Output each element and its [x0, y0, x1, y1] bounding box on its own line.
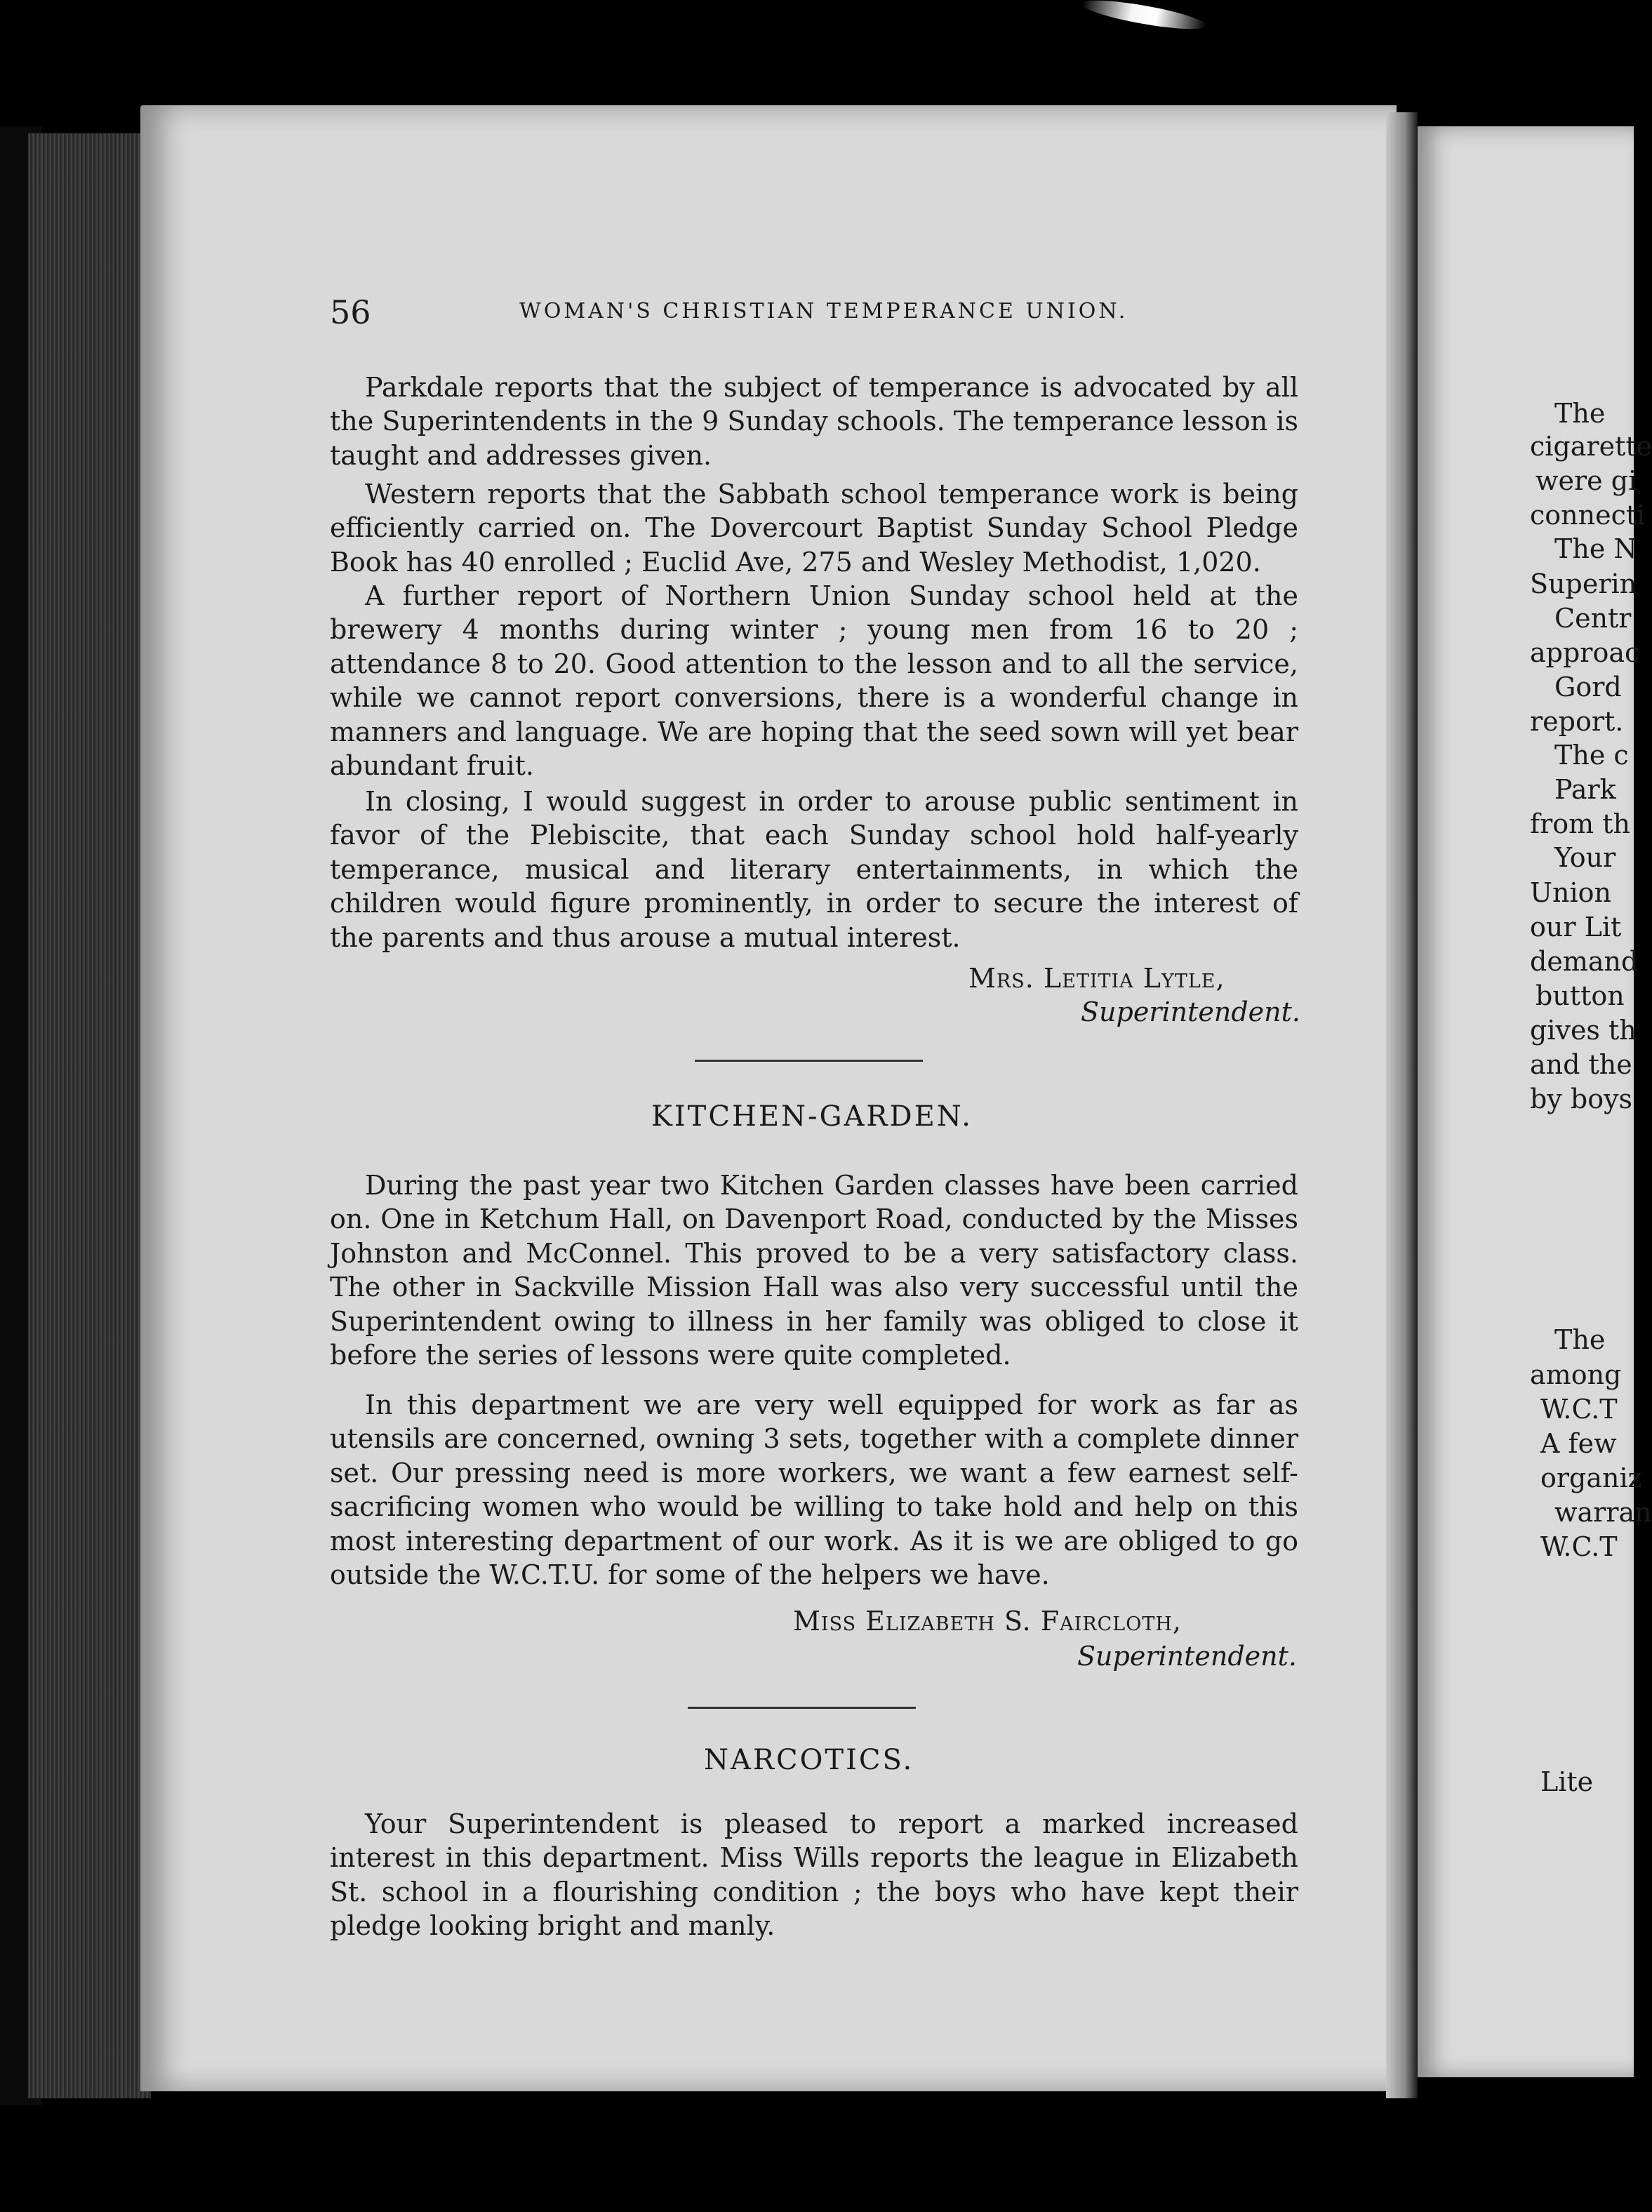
facing-text: by boys — [1530, 1084, 1633, 1114]
page-number: 56 — [330, 293, 371, 331]
section-divider — [695, 1060, 923, 1062]
section-divider — [688, 1707, 916, 1709]
facing-text: Park — [1554, 774, 1616, 805]
facing-text: among — [1530, 1359, 1622, 1390]
facing-text: and the — [1530, 1049, 1632, 1080]
facing-text: The c — [1554, 740, 1629, 771]
facing-text: The N — [1554, 533, 1637, 564]
facing-text: cigarette — [1530, 431, 1652, 462]
signature-title: Superintendent. — [1081, 997, 1300, 1027]
page-edges — [28, 133, 151, 2098]
facing-text: Gord — [1554, 672, 1622, 702]
facing-text: were gi — [1536, 465, 1637, 496]
paragraph: Western reports that the Sabbath school temperance work is being efficiently carried on. The Dovercourt Baptist Sunday School Pledge Book has 40 enrolled ; Euclid Ave, 275 and Wesley Methodist, 1,020. — [330, 479, 1298, 578]
facing-text: A few — [1540, 1428, 1617, 1459]
facing-text: The — [1554, 398, 1606, 429]
book-gutter — [1386, 112, 1418, 2098]
paragraph: In closing, I would suggest in order to arouse public sentiment in favor of the Plebiscite, that each Sunday school hold half-yearly temperance, musical and literary entertainments, in which the children would figure prominently, in order to secure the interest of the parents and thus arouse a mutual interest. — [330, 786, 1298, 953]
facing-text: from th — [1530, 808, 1630, 839]
paragraph: Your Superintendent is pleased to report a marked increased interest in this department. Miss Wills reports the league in Elizabeth St. school in a flourishing condition ; the boys who have kept their pledge looking bright and manly. — [330, 1808, 1298, 1942]
facing-text: Superin — [1530, 568, 1637, 599]
facing-text: Lite — [1540, 1766, 1594, 1797]
facing-text: gives th — [1530, 1015, 1637, 1046]
paragraph: A further report of Northern Union Sunday school held at the brewery 4 months during winter ; young men from 16 to 20 ; attendance 8 to 20. Good attention to the lesson and to all the service, while we cannot report conversions, there is a wonderful change in manners and language. We are hoping that the seed sown will yet bear abundant fruit. — [330, 580, 1298, 782]
paragraph: Parkdale reports that the subject of temperance is advocated by all the Superintendents in the 9 Sunday schools. The temperance lesson is taught and addresses given. — [330, 372, 1298, 471]
signature-title: Superintendent. — [1077, 1641, 1297, 1672]
facing-text: our Lit — [1530, 912, 1622, 942]
paragraph: In this department we are very well equipped for work as far as utensils are concerned, owning 3 sets, together with a complete dinner set. Our pressing need is more workers, we want a few earnest self-sacrificing women who would be willing to take hold and help on this most interesting department of our work. As it is we are obliged to go outside the W.C.T.U. for some of the helpers we have. — [330, 1390, 1298, 1591]
light-glint — [1080, 0, 1208, 34]
section-heading: KITCHEN-GARDEN. — [651, 1100, 973, 1133]
facing-text: Your — [1554, 842, 1616, 873]
facing-text: organiz — [1540, 1463, 1642, 1493]
facing-text: Centr — [1554, 603, 1632, 634]
facing-text: demand — [1530, 946, 1639, 977]
paragraph: During the past year two Kitchen Garden classes have been carried on. One in Ketchum Hall, on Davenport Road, conducted by the Misses Johnston and McConnel. This proved to be a very satisfactory class. The other in Sackville Mission Hall was also very successful until the Superintendent owing to illness in her family was obliged to close it before the series of lessons were quite completed. — [330, 1170, 1298, 1371]
section-heading: NARCOTICS. — [704, 1744, 914, 1776]
facing-text: Union — [1530, 877, 1612, 908]
page-header — [330, 293, 1298, 335]
signature-name: Mrs. Letitia Lytle, — [968, 963, 1225, 994]
facing-text: report. — [1530, 706, 1624, 737]
facing-text: warran — [1554, 1497, 1652, 1528]
facing-text: The — [1554, 1324, 1606, 1355]
facing-text: connecti — [1530, 500, 1646, 531]
running-head: WOMAN'S CHRISTIAN TEMPERANCE UNION. — [519, 299, 1128, 324]
facing-text: approac — [1530, 637, 1640, 668]
facing-text: W.C.T — [1540, 1531, 1618, 1562]
signature-name: Miss Elizabeth S. Faircloth, — [793, 1606, 1183, 1637]
facing-text: button — [1536, 980, 1625, 1011]
facing-text: W.C.T — [1540, 1394, 1618, 1425]
